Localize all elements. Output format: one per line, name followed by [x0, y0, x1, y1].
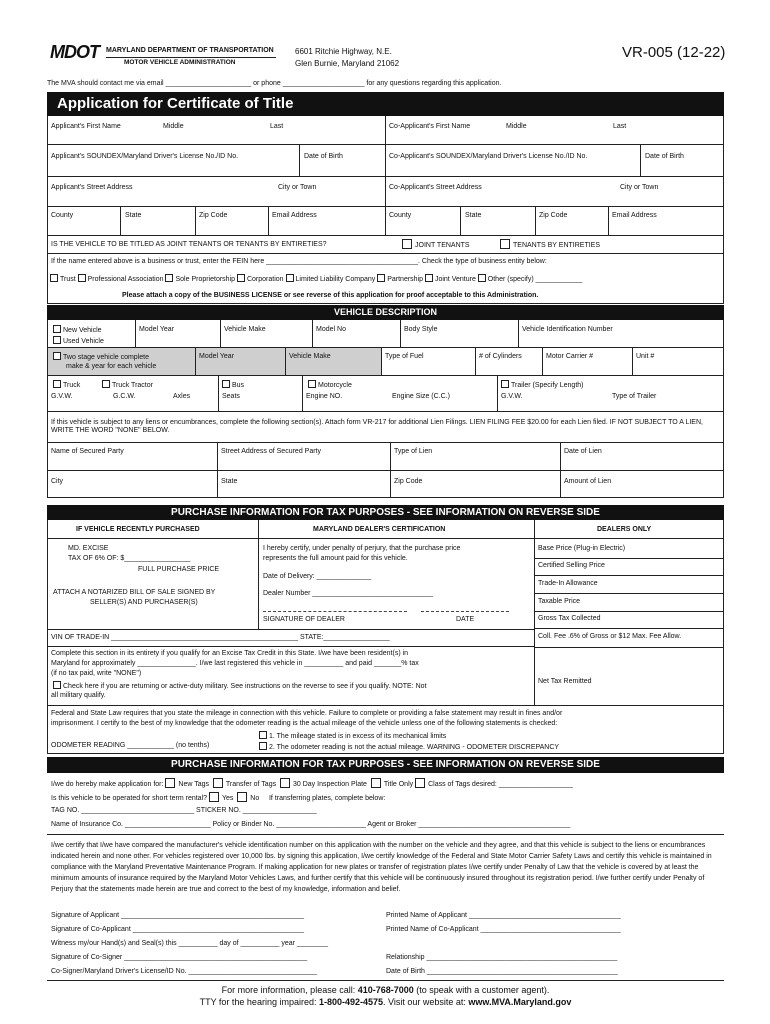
body-style-field[interactable]: Body Style — [404, 326, 438, 333]
application-type-row — [51, 778, 573, 789]
odometer-mechanical-limit-option[interactable]: 1. The mileage stated is in excess of its mechanical limits — [259, 731, 446, 741]
bus-option[interactable]: Bus — [222, 380, 244, 390]
application-header — [47, 757, 724, 773]
odometer-law-text-2: imprisonment. I certify to the best of my knowledge that the odometer reading is the actual mileage of the vehicle unless one of the following statements is checked: — [51, 720, 558, 727]
applicant-license-field[interactable]: Applicant's SOUNDEX/Maryland Driver's License No./ID No. — [51, 153, 239, 160]
co-signer-signature-field[interactable]: Signature of Co-Signer _______________________________________________ — [51, 954, 308, 961]
joint-tenants-option[interactable] — [402, 239, 470, 250]
co-signer-dob-field[interactable]: Date of Birth _________________________________________________ — [386, 968, 618, 975]
business-license-note: Please attach a copy of the BUSINESS LICENSE or see reverse of this application for proof acceptable to this Administration. — [122, 292, 539, 299]
motor-carrier-field[interactable]: Motor Carrier # — [546, 353, 594, 360]
new-vehicle-checkbox[interactable] — [53, 325, 61, 333]
entity-llc[interactable]: Limited Liability Company — [286, 276, 376, 283]
applicant-county-field[interactable]: County — [51, 212, 74, 219]
vin-field[interactable]: Vehicle Identification Number — [522, 326, 613, 333]
short-term-rental-row — [51, 792, 385, 803]
applicant-middle-field[interactable]: Middle — [163, 123, 184, 130]
co-applicant-last-field[interactable]: Last — [613, 123, 627, 130]
applicant-email-field[interactable]: Email Address — [272, 212, 317, 219]
entity-trust-checkbox[interactable] — [50, 274, 58, 282]
dept-name: MARYLAND DEPARTMENT OF TRANSPORTATION — [106, 47, 274, 54]
transfer-tags-option[interactable]: Transfer of Tags — [213, 781, 276, 788]
co-applicant-signature-field[interactable]: Signature of Co-Applicant ____________________________________________ — [51, 926, 305, 933]
title-only-checkbox[interactable] — [371, 778, 381, 788]
entity-trust[interactable]: Trust — [50, 276, 76, 283]
purchase-info-header — [47, 505, 724, 520]
truck-tractor-option[interactable]: Truck Tractor — [102, 380, 153, 390]
co-applicant-county-field[interactable]: County — [389, 212, 412, 219]
entity-corporation-checkbox[interactable] — [237, 274, 245, 282]
entity-corporation[interactable]: Corporation — [237, 276, 284, 283]
fein-line[interactable]: If the name entered above is a business or trust, enter the FEIN here _______________________________________. Check the type of business entity below: — [51, 258, 547, 265]
applicant-zip-field[interactable]: Zip Code — [199, 212, 228, 219]
gvw-field[interactable]: G.V.W. — [51, 393, 73, 400]
tty-number[interactable]: 1-800-492-4575 — [318, 997, 384, 1007]
relationship-field[interactable]: Relationship _________________________________________________ — [386, 954, 618, 961]
bus-checkbox[interactable] — [222, 380, 230, 388]
base-price-field[interactable]: Base Price (Plug-in Electric) — [538, 545, 626, 552]
lien-city-field[interactable]: City — [51, 478, 64, 485]
purchase-info-title: PURCHASE INFORMATION FOR TAX PURPOSES - SEE INFORMATION ON REVERSE SIDE — [171, 507, 600, 518]
tenants-entireties-checkbox[interactable] — [500, 239, 510, 249]
axles-field[interactable]: Axles — [173, 393, 191, 400]
odometer-law-text: Federal and State Law requires that you state the mileage in connection with this vehicle. Failure to complete or providing a false statement may result in fines and/or — [51, 710, 563, 717]
mechanical-limit-checkbox[interactable] — [259, 731, 267, 739]
tenancy-question: IS THE VEHICLE TO BE TITLED AS JOINT TENANTS OR TENANTS BY ENTIRETIES? — [51, 241, 327, 248]
mva-address-line2: Glen Burnie, Maryland 21062 — [295, 59, 400, 68]
applicant-printed-name-field[interactable]: Printed Name of Applicant _______________________________________ — [386, 912, 621, 919]
two-stage-note: make & year for each vehicle — [66, 363, 157, 370]
co-applicant-printed-name-field[interactable]: Printed Name of Co-Applicant ____________________________________ — [386, 926, 621, 933]
new-tags-checkbox[interactable] — [165, 778, 175, 788]
mdot-logo — [50, 42, 105, 62]
truck-option[interactable]: Truck — [53, 380, 80, 390]
taxable-price-field[interactable]: Taxable Price — [538, 598, 581, 605]
vehicle-make-field[interactable]: Vehicle Make — [224, 326, 266, 333]
notarized-bill-note-2: SELLER(S) AND PURCHASER(S) — [90, 599, 198, 606]
title-only-option[interactable]: Title Only — [371, 781, 413, 788]
thirty-day-plate-checkbox[interactable] — [280, 778, 290, 788]
co-signer-license-field[interactable]: Co-Signer/Maryland Driver's License/ID No. _________________________________ — [51, 968, 317, 975]
rental-yes-checkbox[interactable] — [209, 792, 219, 802]
secured-party-name-field[interactable]: Name of Secured Party — [51, 448, 124, 455]
truck-tractor-checkbox[interactable] — [102, 380, 110, 388]
seats-field[interactable]: Seats — [222, 393, 240, 400]
vehicle-description-title: VEHICLE DESCRIPTION — [333, 307, 437, 317]
used-vehicle-checkbox[interactable] — [53, 336, 61, 344]
class-of-tags-option[interactable]: Class of Tags desired: ___________________ — [415, 781, 573, 788]
applicant-first-name-field[interactable]: Applicant's First Name — [51, 123, 121, 130]
entity-llc-checkbox[interactable] — [286, 274, 294, 282]
delivery-date-field[interactable]: Date of Delivery: ______________ — [263, 573, 372, 580]
joint-tenants-checkbox[interactable] — [402, 239, 412, 249]
witness-field[interactable]: Witness my/our Hand(s) and Seal(s) this __________ day of __________ year ________ — [51, 940, 329, 947]
military-checkbox[interactable] — [53, 681, 61, 689]
co-applicant-dob-field[interactable]: Date of Birth — [645, 153, 684, 160]
applicant-signature-field[interactable]: Signature of Applicant _______________________________________________ — [51, 912, 305, 919]
military-note: all military qualify. — [51, 692, 106, 699]
phone-number[interactable]: 410-768-7000 — [357, 985, 414, 995]
dealer-certify-text-2: represents the full amount paid for this vehicle. — [263, 555, 408, 562]
collection-fee-field[interactable]: Coll. Fee .6% of Gross or $12 Max. Fee Allow. — [538, 633, 682, 640]
entity-other[interactable]: Other (specify) ____________ — [478, 276, 583, 283]
co-applicant-state-field[interactable]: State — [465, 212, 482, 219]
entity-joint-venture[interactable]: Joint Venture — [425, 276, 476, 283]
military-option[interactable]: Check here if you are returning or active-duty military. See instructions on the reverse to see if you qualify. NOTE: Not — [53, 681, 427, 691]
dealers-only-heading: DEALERS ONLY — [597, 526, 652, 533]
fuel-type-field[interactable]: Type of Fuel — [385, 353, 424, 360]
co-applicant-street-field[interactable]: Co-Applicant's Street Address — [389, 184, 482, 191]
model-year-field-2[interactable]: Model Year — [199, 353, 235, 360]
tag-sticker-field[interactable]: TAG NO. _____________________________ STICKER NO. ___________________ — [51, 807, 317, 814]
trailer-gvw-field[interactable]: G.V.W. — [501, 393, 523, 400]
lien-note: If this vehicle is subject to any liens or encumbrances, complete the following section(s). Attach form VR-217 for additional Lien Filings. LIEN FILING FEE $20.00 for each Lien filed. IF NOT SUBJECT TO A LIEN, WRITE THE WORD "NONE" BELOW. — [51, 419, 703, 435]
notarized-bill-note: ATTACH A NOTARIZED BILL OF SALE SIGNED BY — [53, 589, 216, 596]
footer-phone-line: For more information, please call: 410-768-7000 (to speak with a customer agent). — [221, 985, 550, 995]
rental-yes-option[interactable]: Yes — [209, 795, 233, 802]
short-term-rental-question: Is this vehicle to be operated for short term rental? — [51, 795, 208, 802]
excise-amount-field[interactable]: TAX OF 6% OF: $_________________ — [68, 555, 191, 562]
new-tags-option[interactable]: New Tags — [165, 781, 209, 788]
trailer-option[interactable]: Trailer (Specify Length) — [501, 380, 584, 390]
form-title-text: Application for Certificate of Title — [57, 95, 294, 112]
vehicle-description-header — [47, 305, 724, 320]
two-stage-checkbox[interactable] — [53, 352, 61, 360]
applicant-city-field[interactable]: City or Town — [278, 184, 317, 191]
entity-type-list — [50, 274, 582, 284]
thirty-day-plate-option[interactable]: 30 Day Inspection Plate — [280, 781, 367, 788]
co-applicant-license-field[interactable]: Co-Applicant's SOUNDEX/Maryland Driver's License No./ID No. — [389, 153, 588, 160]
excise-credit-text: Complete this section in its entirety if you qualify for an Excise Tax Credit in this State. I/we have been resident(s) in — [51, 650, 409, 657]
discrepancy-checkbox[interactable] — [259, 742, 267, 750]
full-purchase-price-label: FULL PURCHASE PRICE — [138, 566, 220, 573]
applicant-last-field[interactable]: Last — [270, 123, 284, 130]
trade-in-vin-field[interactable]: VIN OF TRADE-IN ________________________________________________ STATE:_________________ — [51, 634, 390, 641]
trade-in-allowance-field[interactable]: Trade-In Allowance — [538, 580, 598, 587]
insurance-field[interactable]: Name of Insurance Co. ______________________ Policy or Binder No. _______________________ Agent or Broker _______________________________________ — [51, 821, 571, 828]
mdot-logo-text: MDOT — [50, 42, 99, 62]
vehicle-make-field-2[interactable]: Vehicle Make — [289, 353, 331, 360]
trailer-checkbox[interactable] — [501, 380, 509, 388]
rental-no-checkbox[interactable] — [237, 792, 247, 802]
applicant-dob-field[interactable]: Date of Birth — [304, 153, 343, 160]
gcw-field[interactable]: G.C.W. — [113, 393, 136, 400]
excise-credit-text-2[interactable]: Maryland for approximately _______________. I/we last registered this vehicle in __________ and paid _______% tax — [51, 660, 419, 667]
excise-credit-text-3: (if no tax paid, write "NONE") — [51, 670, 142, 677]
class-of-tags-checkbox[interactable] — [415, 778, 425, 788]
truck-checkbox[interactable] — [53, 380, 61, 388]
lien-zip-field[interactable]: Zip Code — [394, 478, 423, 485]
lien-state-field[interactable]: State — [221, 478, 238, 485]
dealer-signature-label[interactable]: SIGNATURE OF DEALER — [263, 616, 345, 623]
applicant-state-field[interactable]: State — [125, 212, 142, 219]
model-year-field[interactable]: Model Year — [139, 326, 175, 333]
entity-sole-proprietorship-checkbox[interactable] — [165, 274, 173, 282]
dealer-number-field[interactable]: Dealer Number _______________________________ — [263, 590, 434, 597]
lien-amount-field[interactable]: Amount of Lien — [564, 478, 612, 485]
unit-field[interactable]: Unit # — [636, 353, 655, 360]
mva-address-line1: 6601 Ritchie Highway, N.E. — [295, 47, 392, 56]
footer-tty-line: TTY for the hearing impaired: 1-800-492-4575. Visit our website at: www.MVA.Maryland.gov — [199, 997, 572, 1007]
dealer-certify-text: I hereby certify, under penalty of perjury, that the purchase price — [263, 545, 461, 552]
engine-no-field[interactable]: Engine NO. — [306, 393, 343, 400]
net-tax-field[interactable]: Net Tax Remitted — [538, 678, 592, 685]
recently-purchased-heading: IF VEHICLE RECENTLY PURCHASED — [76, 526, 200, 533]
trailer-type-field[interactable]: Type of Trailer — [612, 393, 657, 400]
entity-joint-venture-checkbox[interactable] — [425, 274, 433, 282]
certification-text: I/we certify that I/we have compared the manufacturer's vehicle identification number on this application with the number on the vehicle and they agree, and that this vehicle is subject to the liens or encumbrances indicated herein and none other. For vehicles registered over 10,000 lbs. by signing this application, I/we certify knowledge of the Federal and State Motor Carrier Safety Laws and certify this vehicle is maintained in compliance with the Maryland Preventative Maintenance Program. If making application for new plates or transfer of registration plates I/we certify under Penalty of Law that the vehicle is covered by at least the minimum amounts of insurance required by the Maryland Motor Vehicles Laws, and further certify that this vehicle will be continuously insured throughout its registration period. I/we further certify under Penalty of Perjury that the statements made herein are true and correct to the best of my knowledge, information and belief. — [51, 842, 712, 893]
form-number: VR-005 (12-22) — [622, 44, 726, 61]
entity-other-checkbox[interactable] — [478, 274, 486, 282]
entity-professional-association-checkbox[interactable] — [78, 274, 86, 282]
application-header-title: PURCHASE INFORMATION FOR TAX PURPOSES - SEE INFORMATION ON REVERSE SIDE — [171, 759, 600, 770]
joint-tenants-label: JOINT TENANTS — [415, 242, 470, 249]
dealer-certification-heading: MARYLAND DEALER'S CERTIFICATION — [313, 526, 446, 533]
used-vehicle-option[interactable]: Used Vehicle — [53, 336, 104, 346]
new-vehicle-option[interactable]: New Vehicle — [53, 325, 102, 335]
gross-tax-field[interactable]: Gross Tax Collected — [538, 615, 601, 622]
form-title — [47, 92, 724, 116]
odometer-discrepancy-option[interactable]: 2. The odometer reading is not the actual mileage. WARNING - ODOMETER DISCREPANCY — [259, 742, 559, 752]
engine-size-field[interactable]: Engine Size (C.C.) — [392, 393, 450, 400]
rental-no-option[interactable]: No — [237, 795, 259, 802]
co-applicant-zip-field[interactable]: Zip Code — [539, 212, 568, 219]
contact-line: The MVA should contact me via email ______________________ or phone _____________________ for any questions regarding this application. — [47, 80, 502, 87]
certified-price-field[interactable]: Certified Selling Price — [538, 562, 605, 569]
cylinders-field[interactable]: # of Cylinders — [479, 353, 522, 360]
motorcycle-checkbox[interactable] — [308, 380, 316, 388]
model-no-field[interactable]: Model No — [316, 326, 346, 333]
transfer-tags-checkbox[interactable] — [213, 778, 223, 788]
two-stage-option[interactable]: Two stage vehicle complete — [53, 352, 149, 362]
transferring-plates-note: If transferring plates, complete below: — [268, 795, 386, 802]
entity-sole-proprietorship[interactable]: Sole Proprietorship — [165, 276, 235, 283]
applicant-street-field[interactable]: Applicant's Street Address — [51, 184, 133, 191]
co-applicant-first-name-field[interactable]: Co-Applicant's First Name — [389, 123, 471, 130]
co-applicant-email-field[interactable]: Email Address — [612, 212, 657, 219]
entity-professional-association[interactable]: Professional Association — [78, 276, 164, 283]
motorcycle-option[interactable]: Motorcycle — [308, 380, 352, 390]
secured-party-street-field[interactable]: Street Address of Secured Party — [221, 448, 321, 455]
lien-date-field[interactable]: Date of Lien — [564, 448, 602, 455]
website-link[interactable]: www.MVA.Maryland.gov — [468, 997, 572, 1007]
tenants-entireties-label: TENANTS BY ENTIRETIES — [513, 242, 600, 249]
apply-label: I/we do hereby make application for: — [51, 781, 164, 788]
odometer-reading-field[interactable]: ODOMETER READING ____________ (no tenths) — [51, 742, 210, 749]
entity-partnership-checkbox[interactable] — [377, 274, 385, 282]
md-excise-label: MD. EXCISE — [68, 545, 109, 552]
entity-partnership[interactable]: Partnership — [377, 276, 423, 283]
admin-name: MOTOR VEHICLE ADMINISTRATION — [124, 59, 236, 66]
lien-type-field[interactable]: Type of Lien — [394, 448, 433, 455]
dealer-date-label[interactable]: DATE — [456, 616, 475, 623]
tenants-entireties-option[interactable] — [500, 239, 600, 250]
co-applicant-city-field[interactable]: City or Town — [620, 184, 659, 191]
co-applicant-middle-field[interactable]: Middle — [506, 123, 527, 130]
